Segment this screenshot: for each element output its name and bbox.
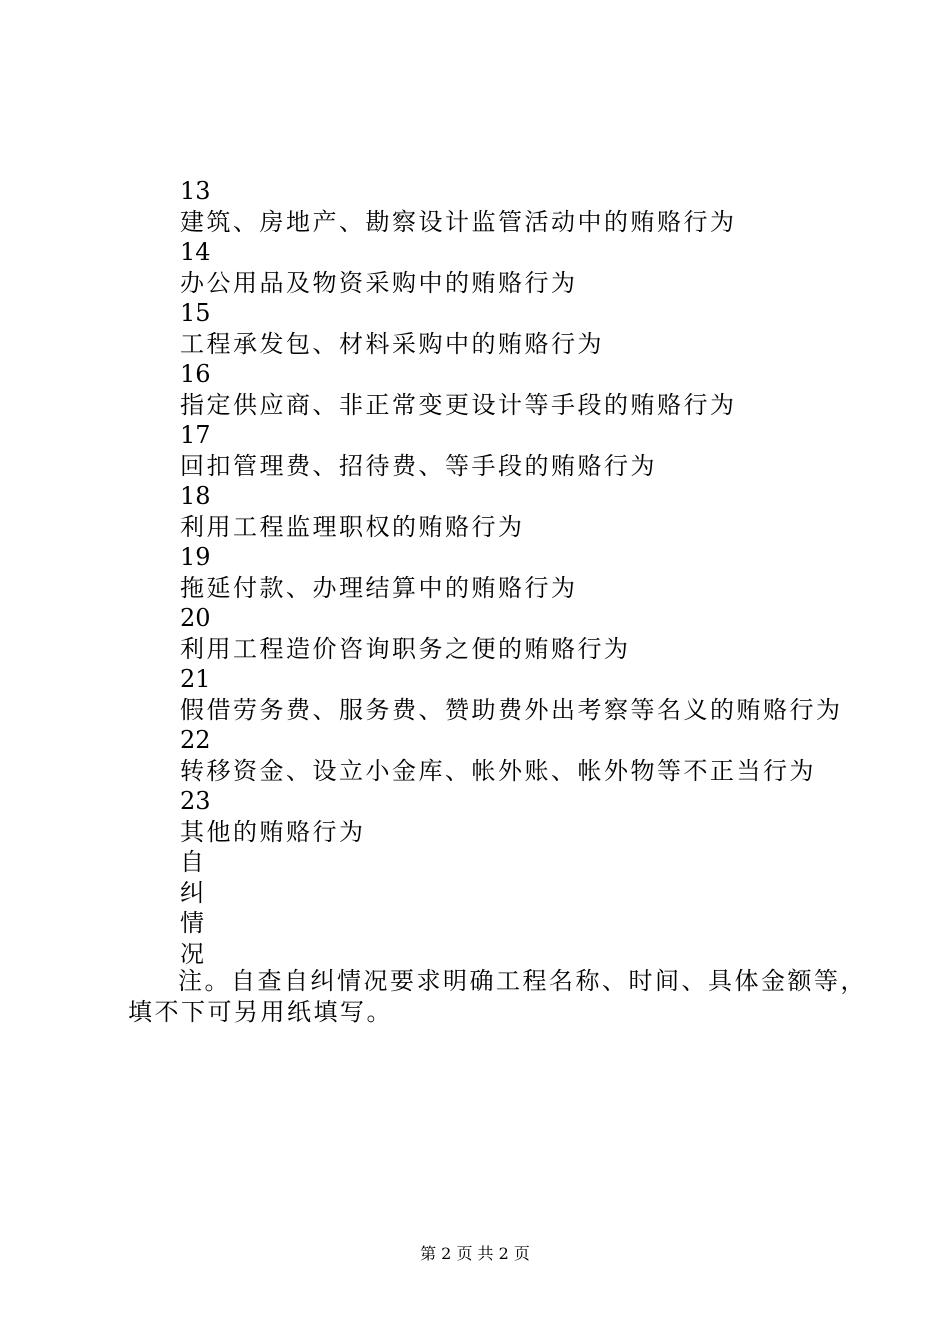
vertical-label-char: 自 [180,848,204,876]
item-number: 19 [180,543,211,571]
item-text: 工程承发包、材料采购中的贿赂行为 [180,329,604,358]
item-text: 利用工程造价咨询职务之便的贿赂行为 [180,634,631,663]
item-text: 办公用品及物资采购中的贿赂行为 [180,268,578,297]
vertical-label-char: 情 [180,909,204,937]
item-number: 21 [180,665,211,693]
page-footer: 第 2 页 共 2 页 [420,1244,530,1263]
note-line: 注。自查自纠情况要求明确工程名称、时间、具体金额等， [178,967,867,995]
item-number: 23 [180,787,211,815]
item-number: 16 [180,360,211,388]
item-text: 回扣管理费、招待费、等手段的贿赂行为 [180,451,657,480]
item-text: 拖延付款、办理结算中的贿赂行为 [180,573,578,602]
item-number: 15 [180,299,211,327]
item-text: 其他的贿赂行为 [180,817,366,846]
item-number: 13 [180,177,211,205]
item-text: 指定供应商、非正常变更设计等手段的贿赂行为 [180,390,737,419]
item-number: 22 [180,726,211,754]
item-number: 17 [180,421,211,449]
item-number: 20 [180,604,211,632]
item-number: 18 [180,482,211,510]
vertical-label [180,847,880,969]
bribery-item-list [180,176,880,969]
note-paragraph [128,966,867,1027]
note-line: 填不下可另用纸填写。 [128,997,393,1026]
item-text: 利用工程监理职权的贿赂行为 [180,512,525,541]
item-text: 转移资金、设立小金库、帐外账、帐外物等不正当行为 [180,756,816,785]
vertical-label-char: 纠 [180,878,204,907]
item-text: 建筑、房地产、勘察设计监管活动中的贿赂行为 [180,207,737,236]
item-number: 14 [180,238,211,266]
vertical-label-char: 况 [180,939,204,968]
item-text: 假借劳务费、服务费、赞助费外出考察等名义的贿赂行为 [180,695,843,724]
